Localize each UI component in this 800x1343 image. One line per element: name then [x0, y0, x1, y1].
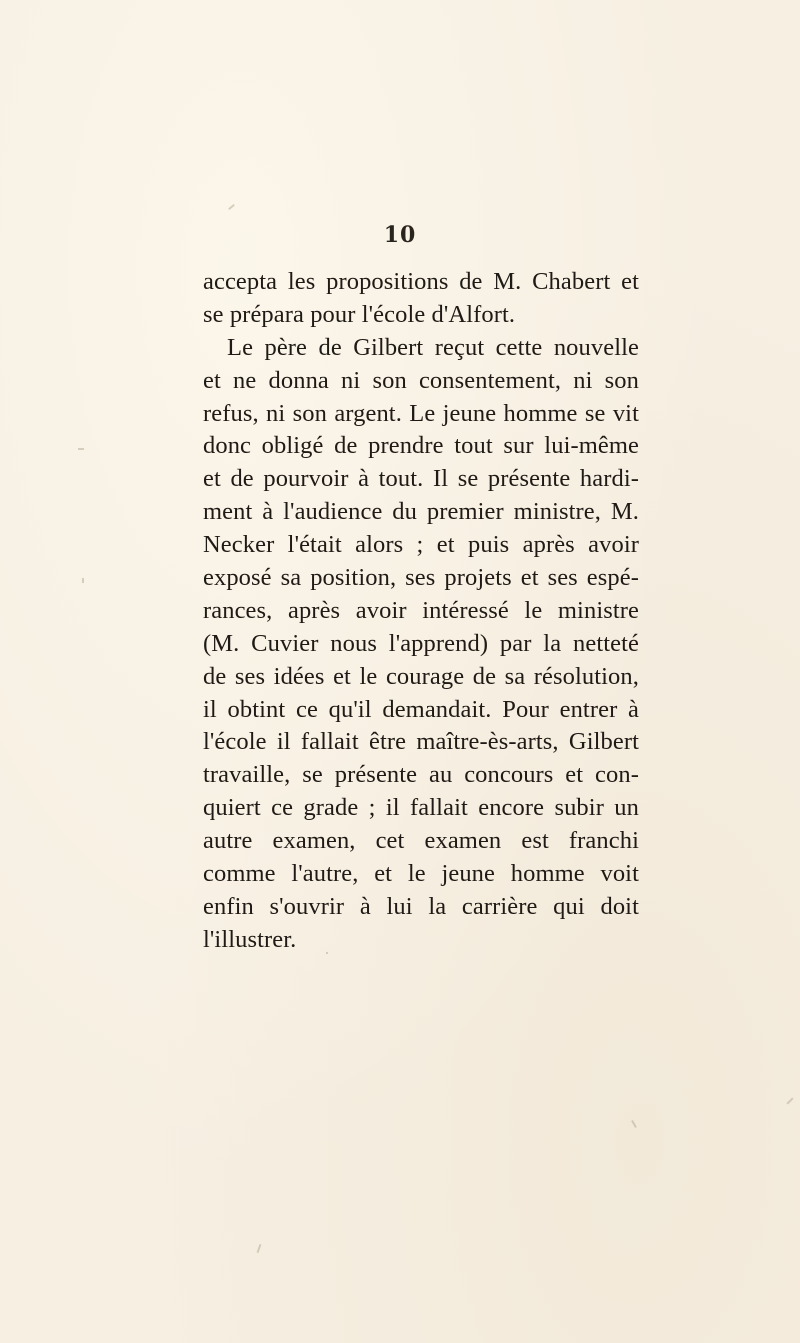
text-line: ment à l'audience du premier ministre, M.	[203, 498, 639, 526]
paper-speck	[82, 578, 84, 583]
text-line: exposé sa position, ses projets et ses espé-	[203, 564, 639, 592]
text-line: accepta les propositions de M. Chabert et	[203, 268, 639, 295]
text-line: donc obligé de prendre tout sur lui-même	[203, 432, 639, 460]
paper-speck	[631, 1120, 637, 1128]
text-line: (M. Cuvier nous l'apprend) par la netteté	[203, 629, 639, 657]
text-line: enfin s'ouvrir à lui la carrière qui doit	[203, 892, 639, 920]
text-line: quiert ce grade ; il fallait encore subir un	[203, 794, 639, 822]
text-line: comme l'autre, et le jeune homme voit	[203, 860, 639, 888]
text-line: de ses idées et le courage de sa résolution,	[203, 662, 639, 690]
text-line: rances, après avoir intéressé le ministre	[203, 596, 639, 624]
text-line: refus, ni son argent. Le jeune homme se vit	[203, 399, 639, 427]
text-line: l'illustrer.	[203, 925, 297, 953]
paper-speck	[78, 448, 84, 450]
text-line: se prépara pour l'école d'Alfort.	[203, 300, 516, 328]
paper-speck	[257, 1244, 262, 1253]
text-line: autre examen, cet examen est franchi	[203, 827, 639, 855]
paper-speck	[228, 204, 235, 210]
text-line: travaille, se présente au concours et con-	[203, 761, 639, 789]
page-number: 10	[383, 222, 417, 248]
text-line: l'école il fallait être maître-ès-arts, Gilbert	[203, 728, 639, 756]
text-line: Necker l'était alors ; et puis après avoir	[203, 531, 639, 559]
body-text	[203, 266, 639, 957]
text-line: Le père de Gilbert reçut cette nouvelle	[227, 333, 639, 361]
text-line: et de pourvoir à tout. Il se présente hardi-	[203, 465, 639, 493]
text-line: et ne donna ni son consentement, ni son	[203, 366, 639, 394]
paper-speck	[786, 1097, 793, 1104]
text-line: il obtint ce qu'il demandait. Pour entrer à	[203, 695, 639, 723]
